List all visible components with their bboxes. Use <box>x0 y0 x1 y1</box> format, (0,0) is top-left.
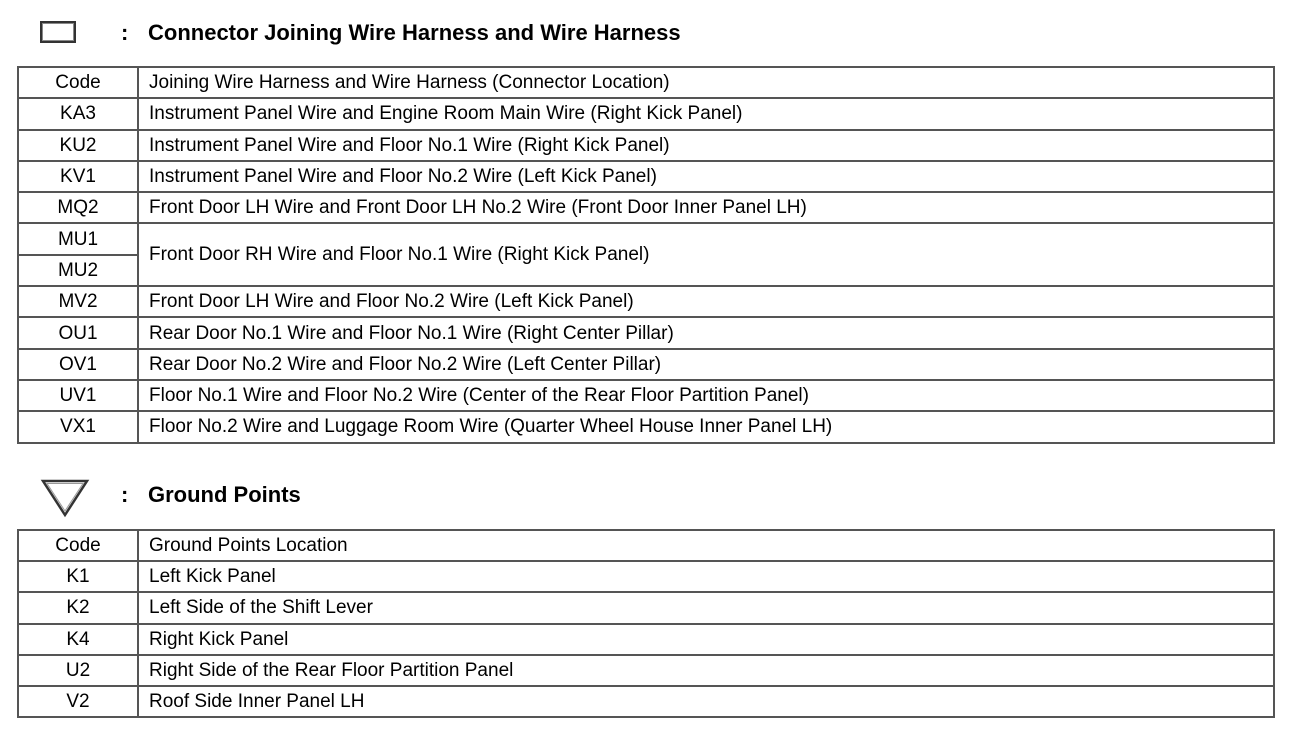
row-description: Floor No.2 Wire and Luggage Room Wire (Quarter Wheel House Inner Panel LH) <box>138 411 1274 442</box>
table-row <box>18 686 1274 717</box>
ground-section-heading <box>0 476 1312 516</box>
row-description: Front Door LH Wire and Floor No.2 Wire (Left Kick Panel) <box>138 286 1274 317</box>
connector-section-title: Connector Joining Wire Harness and Wire Harness <box>148 20 681 45</box>
table-row <box>18 592 1274 623</box>
row-code: MU2 <box>18 255 138 286</box>
connector-table <box>17 66 1275 444</box>
row-code: OU1 <box>18 317 138 348</box>
row-code: KU2 <box>18 130 138 161</box>
table-row <box>18 561 1274 592</box>
row-code: U2 <box>18 655 138 686</box>
row-description: Front Door RH Wire and Floor No.1 Wire (Right Kick Panel) <box>138 223 1274 286</box>
row-description: Floor No.1 Wire and Floor No.2 Wire (Center of the Rear Floor Partition Panel) <box>138 380 1274 411</box>
row-description: Right Kick Panel <box>138 624 1274 655</box>
row-code: OV1 <box>18 349 138 380</box>
row-code: MU1 <box>18 223 138 254</box>
row-code: K1 <box>18 561 138 592</box>
ground-points-table <box>17 529 1275 718</box>
row-description: Front Door LH Wire and Front Door LH No.2 Wire (Front Door Inner Panel LH) <box>138 192 1274 223</box>
header-description: Joining Wire Harness and Wire Harness (Connector Location) <box>138 67 1274 98</box>
row-description: Right Side of the Rear Floor Partition Panel <box>138 655 1274 686</box>
row-code: MV2 <box>18 286 138 317</box>
ground-section-title: Ground Points <box>148 482 301 507</box>
table-row <box>18 286 1274 317</box>
row-description: Roof Side Inner Panel LH <box>138 686 1274 717</box>
table-header-row <box>18 530 1274 561</box>
connector-section-heading <box>0 14 1312 54</box>
row-code: VX1 <box>18 411 138 442</box>
table-row <box>18 98 1274 129</box>
header-code: Code <box>18 530 138 561</box>
square-icon <box>40 21 76 43</box>
table-row <box>18 349 1274 380</box>
table-row <box>18 655 1274 686</box>
row-code: KV1 <box>18 161 138 192</box>
row-description: Left Kick Panel <box>138 561 1274 592</box>
table-row <box>18 192 1274 223</box>
row-description: Rear Door No.1 Wire and Floor No.1 Wire (Right Center Pillar) <box>138 317 1274 348</box>
table-row <box>18 130 1274 161</box>
down-triangle-icon <box>40 478 90 518</box>
table-row <box>18 223 1274 254</box>
table-row <box>18 411 1274 442</box>
row-description: Instrument Panel Wire and Floor No.1 Wire (Right Kick Panel) <box>138 130 1274 161</box>
row-code: K2 <box>18 592 138 623</box>
heading-colon: : <box>121 482 129 507</box>
row-code: V2 <box>18 686 138 717</box>
heading-colon: : <box>121 20 129 45</box>
table-row <box>18 624 1274 655</box>
row-code: KA3 <box>18 98 138 129</box>
table-header-row <box>18 67 1274 98</box>
header-code: Code <box>18 67 138 98</box>
row-description: Left Side of the Shift Lever <box>138 592 1274 623</box>
row-description: Instrument Panel Wire and Engine Room Main Wire (Right Kick Panel) <box>138 98 1274 129</box>
row-description: Rear Door No.2 Wire and Floor No.2 Wire (Left Center Pillar) <box>138 349 1274 380</box>
table-row <box>18 380 1274 411</box>
header-description: Ground Points Location <box>138 530 1274 561</box>
row-code: K4 <box>18 624 138 655</box>
table-row <box>18 161 1274 192</box>
row-description: Instrument Panel Wire and Floor No.2 Wire (Left Kick Panel) <box>138 161 1274 192</box>
row-code: UV1 <box>18 380 138 411</box>
row-code: MQ2 <box>18 192 138 223</box>
table-row <box>18 317 1274 348</box>
